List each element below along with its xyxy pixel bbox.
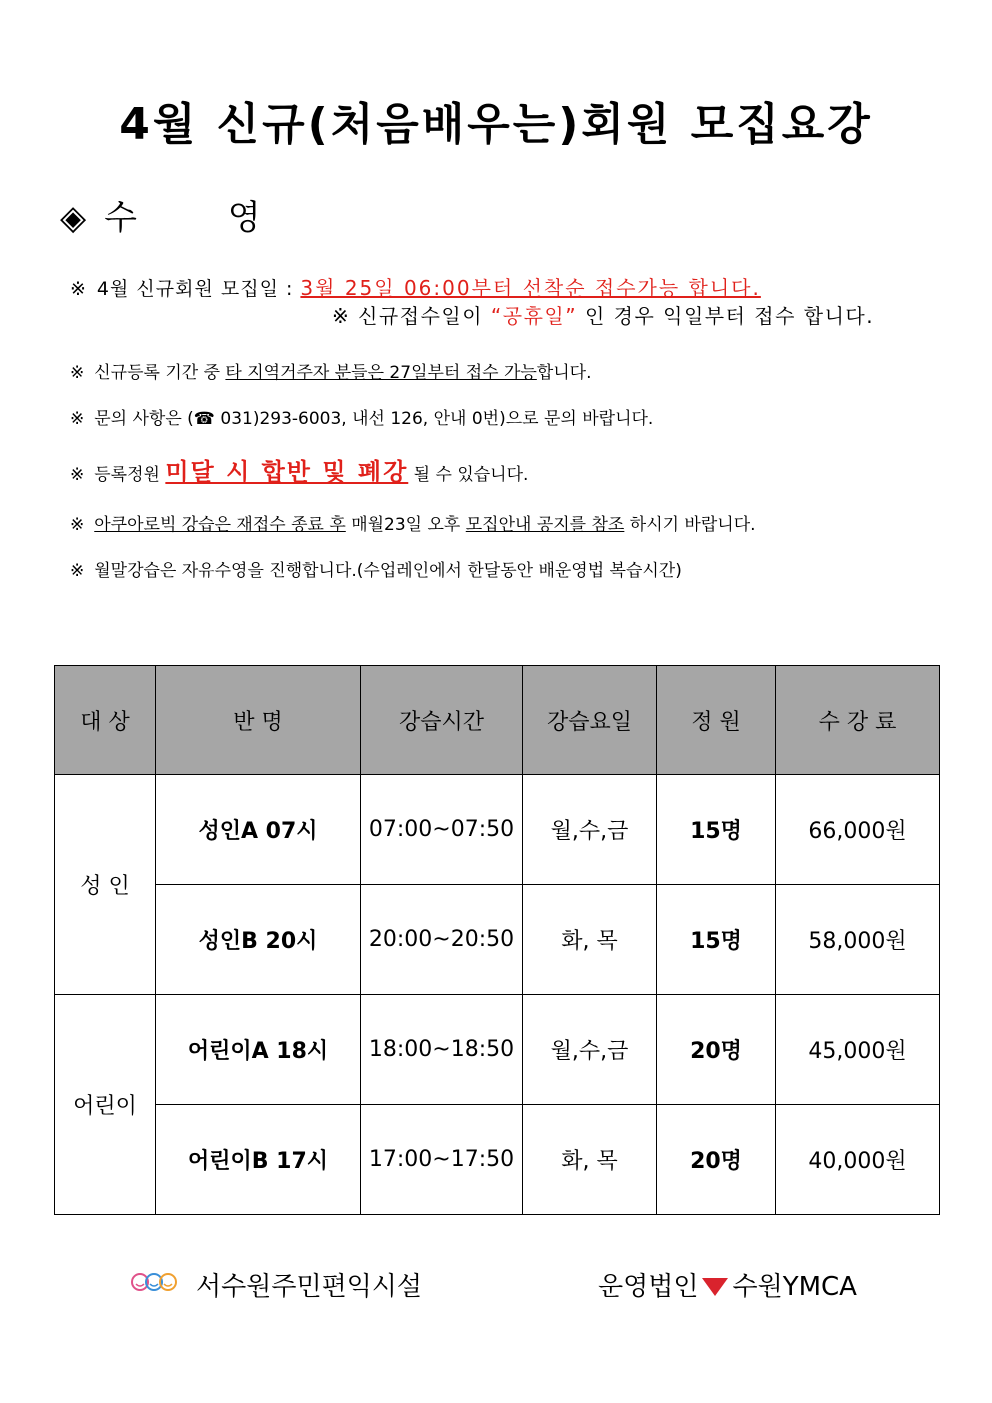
notice-text: 인 경우 익일부터 접수 합니다. [584,304,875,328]
class-schedule-table [54,665,940,1215]
faces-logo-icon [130,1268,178,1301]
class-name-cell: 어린이A 18시 [156,995,361,1105]
reference-mark: ※ [70,363,85,383]
operator-footer [598,1266,857,1303]
days-cell: 화, 목 [523,885,657,995]
header-target: 대 상 [55,666,156,775]
table-header-row [55,666,940,775]
days-cell: 월,수,금 [523,995,657,1105]
class-name-cell: 성인A 07시 [156,775,361,885]
notice-month-end [70,556,682,581]
notice-text: 등록정원 [94,465,160,485]
capacity-cell: 15명 [657,885,776,995]
reference-mark: ※ [70,409,85,429]
days-cell: 화, 목 [523,1105,657,1215]
notice-text: 될 수 있습니다. [413,465,529,485]
table-row [55,885,940,995]
notice-highlight: 미달 시 합반 및 폐강 [165,458,409,486]
fee-cell: 66,000원 [776,775,940,885]
notice-highlight: “공휴일” [490,304,578,328]
time-cell: 07:00~07:50 [361,775,523,885]
reference-mark: ※ [70,515,85,535]
page-title: 4월 신규(처음배우는)회원 모집요강 [119,99,873,150]
notice-text: ※ 신규접수일이 [332,304,484,328]
operator-name: 수원YMCA [732,1272,857,1302]
notice-text: 문의 사항은 (☎ 031)293-6003, 내선 126, 안내 0번)으로 문의 바랍니다. [94,409,654,429]
fee-cell: 40,000원 [776,1105,940,1215]
notice-capacity [70,452,528,487]
class-name-cell: 성인B 20시 [156,885,361,995]
target-cell: 어린이 [55,995,156,1215]
notice-text: 월말강습은 자유수영을 진행합니다.(수업레인에서 한달동안 배운영법 복습시간) [94,561,682,581]
header-class-name: 반 명 [156,666,361,775]
facility-name: 서수원주민편익시설 [196,1272,423,1302]
notice-text: 하시기 바랍니다. [629,515,756,535]
fee-cell: 45,000원 [776,995,940,1105]
diamond-icon: ◈ [60,198,87,238]
capacity-cell: 20명 [657,1105,776,1215]
notice-text: 매월23일 오후 [351,515,461,535]
section-heading [60,190,301,239]
notice-underline: 타 지역거주자 분들은 27일부터 접수 가능 [225,363,537,383]
days-cell: 월,수,금 [523,775,657,885]
header-days: 강습요일 [523,666,657,775]
time-cell: 17:00~17:50 [361,1105,523,1215]
facility-footer [130,1266,422,1303]
notice-underline: 아쿠아로빅 강습은 재접수 종료 후 [94,515,346,535]
notice-underline: 모집안내 공지를 참조 [465,515,625,535]
capacity-cell: 20명 [657,995,776,1105]
notice-text: 신규등록 기간 중 [94,363,221,383]
time-cell: 20:00~20:50 [361,885,523,995]
notice-aquarobic [70,510,756,535]
notice-text: 합니다. [536,363,592,383]
header-fee: 수 강 료 [776,666,940,775]
table-row [55,1105,940,1215]
notice-other-region [70,358,592,383]
table-row [55,995,940,1105]
target-cell: 성 인 [55,775,156,995]
fee-cell: 58,000원 [776,885,940,995]
table-row [55,775,940,885]
class-name-cell: 어린이B 17시 [156,1105,361,1215]
notice-holiday [332,300,874,329]
reference-mark: ※ [70,465,85,485]
notice-inquiry [70,404,653,429]
reference-mark: ※ [70,278,87,300]
header-time: 강습시간 [361,666,523,775]
reference-mark: ※ [70,561,85,581]
section-label: 수 영 [104,198,301,238]
capacity-cell: 15명 [657,775,776,885]
operator-label: 운영법인 [598,1272,699,1302]
time-cell: 18:00~18:50 [361,995,523,1105]
notice-highlight: 3월 25일 06:00부터 선착순 접수가능 합니다. [300,276,761,300]
notice-text: 4월 신규회원 모집일 : [96,278,294,300]
ymca-logo-icon [702,1278,728,1296]
header-capacity: 정 원 [657,666,776,775]
notice-recruit-date [70,272,761,301]
